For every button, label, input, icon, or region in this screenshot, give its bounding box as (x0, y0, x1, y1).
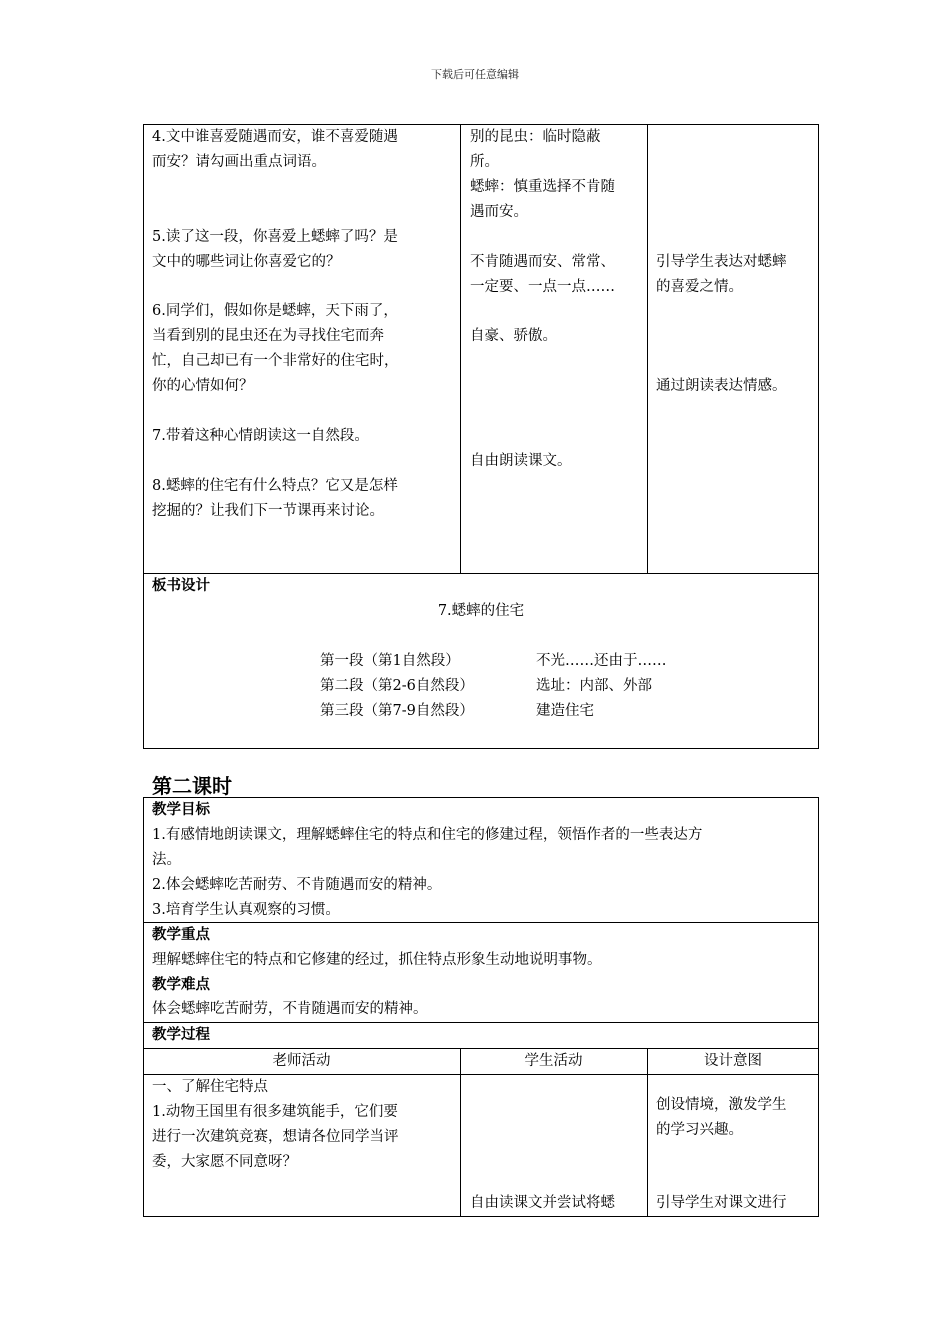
teacher-q6-line4: 你的心情如何？ (152, 378, 254, 394)
teacher-q4-line1: 4.文中谁喜爱随遇而安，谁不喜爱随遇 (152, 129, 398, 145)
design-d1-line1: 引导学生表达对蟋蟀 (656, 254, 787, 270)
teacher-q4-line2: 而安？请勾画出重点词语。 (152, 154, 326, 170)
teacher-q8-line2: 挖掘的？让我们下一节课再来讨论。 (152, 503, 384, 519)
student-a2-line2: 遇而安。 (470, 204, 528, 220)
row1-design1-line2: 的学习兴趣。 (656, 1122, 743, 1138)
goal-line2: 法。 (152, 852, 181, 868)
goals-label: 教学目标 (152, 802, 210, 818)
col-divider (647, 124, 648, 574)
key-text: 理解蟋蟀住宅的特点和它修建的经过，抓住特点形象生动地说明事物。 (152, 952, 602, 968)
board-row2-left: 第二段（第2-6自然段） (320, 678, 474, 694)
teacher-q5-line2: 文中的哪些词让你喜爱它的？ (152, 254, 341, 270)
board-row3-left: 第三段（第7-9自然段） (320, 703, 474, 719)
row-divider (143, 1022, 819, 1023)
section-title: 第二课时 (152, 774, 232, 798)
board-row1-left: 第一段（第1自然段） (320, 653, 460, 669)
row-divider (143, 573, 819, 574)
key-label: 教学重点 (152, 927, 210, 943)
row1-teacher-line2: 1.动物王国里有很多建筑能手，它们要 (152, 1104, 398, 1120)
goal-line3: 2.体会蟋蟀吃苦耐劳、不肯随遇而安的精神。 (152, 877, 442, 893)
teacher-q6-line2: 当看到别的昆虫还在为寻找住宅而奔 (152, 328, 384, 344)
col-header-teacher: 老师活动 (272, 1053, 331, 1069)
student-a3-line1: 不肯随遇而安、常常、 (470, 254, 615, 270)
board-row1-right: 不光……还由于…… (536, 653, 667, 669)
teacher-q7: 7.带着这种心情朗读这一自然段。 (152, 428, 369, 444)
difficult-text: 体会蟋蟀吃苦耐劳，不肯随遇而安的精神。 (152, 1001, 428, 1017)
row1-teacher-line1: 一、了解住宅特点 (152, 1079, 268, 1095)
process-label: 教学过程 (152, 1027, 210, 1043)
teacher-q5-line1: 5.读了这一段，你喜爱上蟋蟀了吗？是 (152, 229, 398, 245)
student-a2-line1: 蟋蟀：慎重选择不肯随 (470, 179, 615, 195)
teacher-q8-line1: 8.蟋蟀的住宅有什么特点？它又是怎样 (152, 478, 398, 494)
student-a1-line1: 别的昆虫：临时隐蔽 (470, 129, 601, 145)
row1-student: 自由读课文并尝试将蟋 (470, 1195, 615, 1211)
student-a3-line2: 一定要、一点一点…… (470, 279, 615, 295)
col-header-design: 设计意图 (704, 1053, 762, 1069)
goal-line4: 3.培育学生认真观察的习惯。 (152, 902, 340, 918)
col-header-student: 学生活动 (524, 1053, 583, 1069)
teacher-q6-line3: 忙，自己却已有一个非常好的住宅时， (152, 353, 399, 369)
row1-teacher-line4: 委，大家愿不同意呀？ (152, 1154, 297, 1170)
header-note: 下载后可任意编辑 (431, 68, 519, 81)
row1-design2: 引导学生对课文进行 (656, 1195, 787, 1211)
row1-teacher-line3: 进行一次建筑竞赛，想请各位同学当评 (152, 1129, 399, 1145)
student-a5: 自由朗读课文。 (470, 453, 572, 469)
teacher-q6-line1: 6.同学们，假如你是蟋蟀，天下雨了， (152, 303, 398, 319)
board-row2-right: 选址：内部、外部 (536, 678, 652, 694)
student-a1-line2: 所。 (470, 154, 499, 170)
col-divider (460, 124, 461, 574)
difficult-label: 教学难点 (152, 977, 210, 993)
design-d2: 通过朗读表达情感。 (656, 378, 787, 394)
design-d1-line2: 的喜爱之情。 (656, 279, 743, 295)
row1-design1-line1: 创设情境，激发学生 (656, 1097, 787, 1113)
goal-line1: 1.有感情地朗读课文，理解蟋蟀住宅的特点和住宅的修建过程，领悟作者的一些表达方 (152, 827, 703, 843)
board-label: 板书设计 (152, 578, 210, 594)
board-row3-right: 建造住宅 (536, 703, 594, 719)
board-title: 7.蟋蟀的住宅 (437, 603, 525, 619)
student-a4: 自豪、骄傲。 (470, 328, 557, 344)
